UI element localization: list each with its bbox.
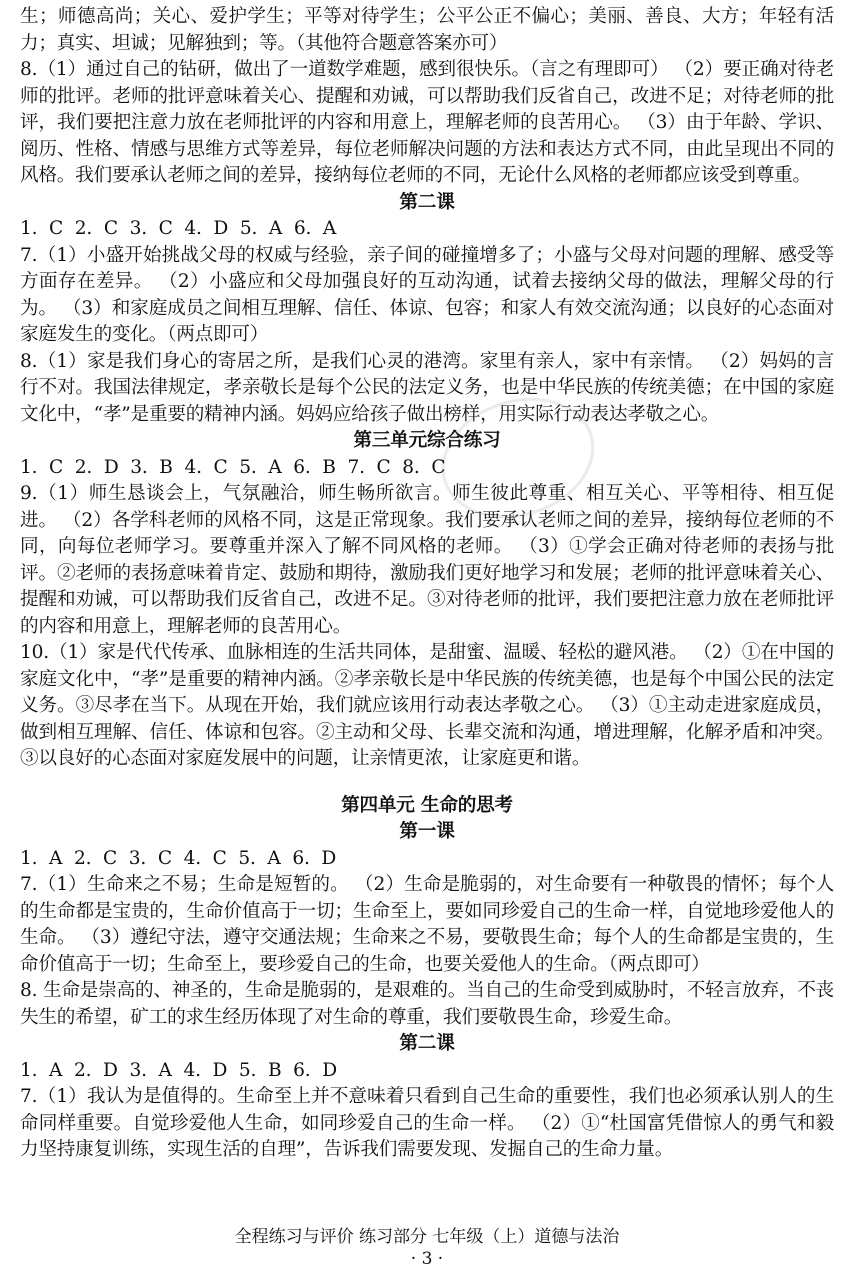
footer-title: 全程练习与评价 练习部分 七年级（上）道德与法治 [234,1227,620,1247]
answer-content [20,4,834,1164]
paragraph: 8. 生命是崇高的、神圣的，生命是脆弱的，是艰难的。当自己的生命受到威胁时，不轻言放弃，不丧失生的希望，矿工的求生经历体现了对生命的尊重，我们要敬畏生命，珍爱生命。 [20,980,834,1028]
choice-answers: 1. C 2. C 3. C 4. D 5. A 6. A [20,218,337,239]
paragraph: 8.（1）通过自己的钻研，做出了一道数学难题，感到很快乐。（言之有理即可） （2）要正确对待老师的批评。老师的批评意味着关心、提醒和劝诫，可以帮助我们反省自己，改进不足；对待老师的批评，我们要把注意力放在老师批评的内容和用意上，理解老师的良苦用心。 （3）由于年龄、学识、阅历、性格、情感与思维方式等差异，每位老师解决问题的方法和表达方式不同，由此呈现出不同的风格。我们要承认老师之间的差异，接纳每位老师的不同，无论什么风格的老师都应该受到尊重。 [20,59,834,186]
unit-review-heading: 第三单元综合练习 [353,430,501,451]
paragraph: 7.（1）生命来之不易；生命是短暂的。 （2）生命是脆弱的，对生命要有一种敬畏的情怀；每个人的生命都是宝贵的，生命价值高于一切；生命至上，要如同珍爱自己的生命一样，自觉地珍爱他人的生命。 （3）遵纪守法，遵守交通法规；生命来之不易，要敬畏生命；每个人的生命都是宝贵的，生命价值高于一切；生命至上，要珍爱自己的生命，也要关爱他人的生命。（两点即可） [20,874,834,975]
paragraph: 10.（1）家是代代传承、血脉相连的生活共同体，是甜蜜、温暖、轻松的避风港。 （2）①在中国的家庭文化中，“孝”是重要的精神内涵。②孝亲敬长是中华民族的传统美德，也是每个中国公民的法定义务。③尽孝在当下。从现在开始，我们就应该用行动表达孝敬之心。 （3）①主动走进家庭成员，做到相互理解、信任、体谅和包容。②主动和父母、长辈交流和沟通，增进理解，化解矛盾和冲突。③以良好的心态面对家庭发展中的问题，让亲情更浓，让家庭更和谐。 [20,642,834,769]
lesson-heading: 第二课 [399,191,455,213]
lesson-heading: 第二课 [399,1033,455,1054]
unit-heading: 第四单元 生命的思考 [341,794,513,816]
lesson-heading: 第一课 [399,821,455,842]
paragraph: 7.（1）我认为是值得的。生命至上并不意味着只看到自己生命的重要性，我们也必须承认别人的生命同样重要。自觉珍爱他人生命，如同珍爱自己的生命一样。 （2）①“杜国富凭借惊人的勇气和毅力坚持康复训练，实现生活的自理”，告诉我们需要发现、发掘自己的生命力量。 [20,1086,834,1160]
paragraph: 生；师德高尚；关心、爱护学生；平等对待学生；公平公正不偏心；美丽、善良、大方；年轻有活力；真实、坦诚；见解独到；等。（其他符合题意答案亦可） [20,6,834,54]
choice-answers: 1. A 2. C 3. C 4. C 5. A 6. D [20,847,337,869]
paragraph: 9.（1）师生恳谈会上，气氛融洽，师生畅所欲言。师生彼此尊重、相互关心、平等相待、相互促进。 （2）各学科老师的风格不同，这是正常现象。我们要承认老师之间的差异，接纳每位老师的不同，向每位老师学习。要尊重并深入了解不同风格的老师。 （3）①学会正确对待老师的表扬与批评。②老师的表扬意味着肯定、鼓励和期待，激励我们更好地学习和发展；老师的批评意味着关心、提醒和劝诫，可以帮助我们反省自己，改进不足。③对待老师的批评，我们要把注意力放在老师批评的内容和用意上，理解老师的良苦用心。 [20,483,834,637]
page-number: · 3 · [410,1249,444,1269]
page-footer [0,1226,854,1270]
paragraph: 8.（1）家是我们身心的寄居之所，是我们心灵的港湾。家里有亲人，家中有亲情。 （2）妈妈的言行不对。我国法律规定，孝亲敬长是每个公民的法定义务，也是中华民族的传统美德；在中国的家庭文化中，“孝”是重要的精神内涵。妈妈应给孩子做出榜样，用实际行动表达孝敬之心。 [20,350,834,425]
paragraph: 7.（1）小盛开始挑战父母的权威与经验，亲子间的碰撞增多了；小盛与父母对问题的理解、感受等方面存在差异。 （2）小盛应和父母加强良好的互动沟通，试着去接纳父母的做法，理解父母的行为。 （3）和家庭成员之间相互理解、信任、体谅、包容；和家人有效交流沟通；以良好的心态面对家庭发生的变化。（两点即可） [20,244,834,345]
choice-answers: 1. C 2. D 3. B 4. C 5. A 6. B 7. C 8. C [20,456,446,478]
choice-answers: 1. A 2. D 3. A 4. D 5. B 6. D [20,1059,337,1081]
